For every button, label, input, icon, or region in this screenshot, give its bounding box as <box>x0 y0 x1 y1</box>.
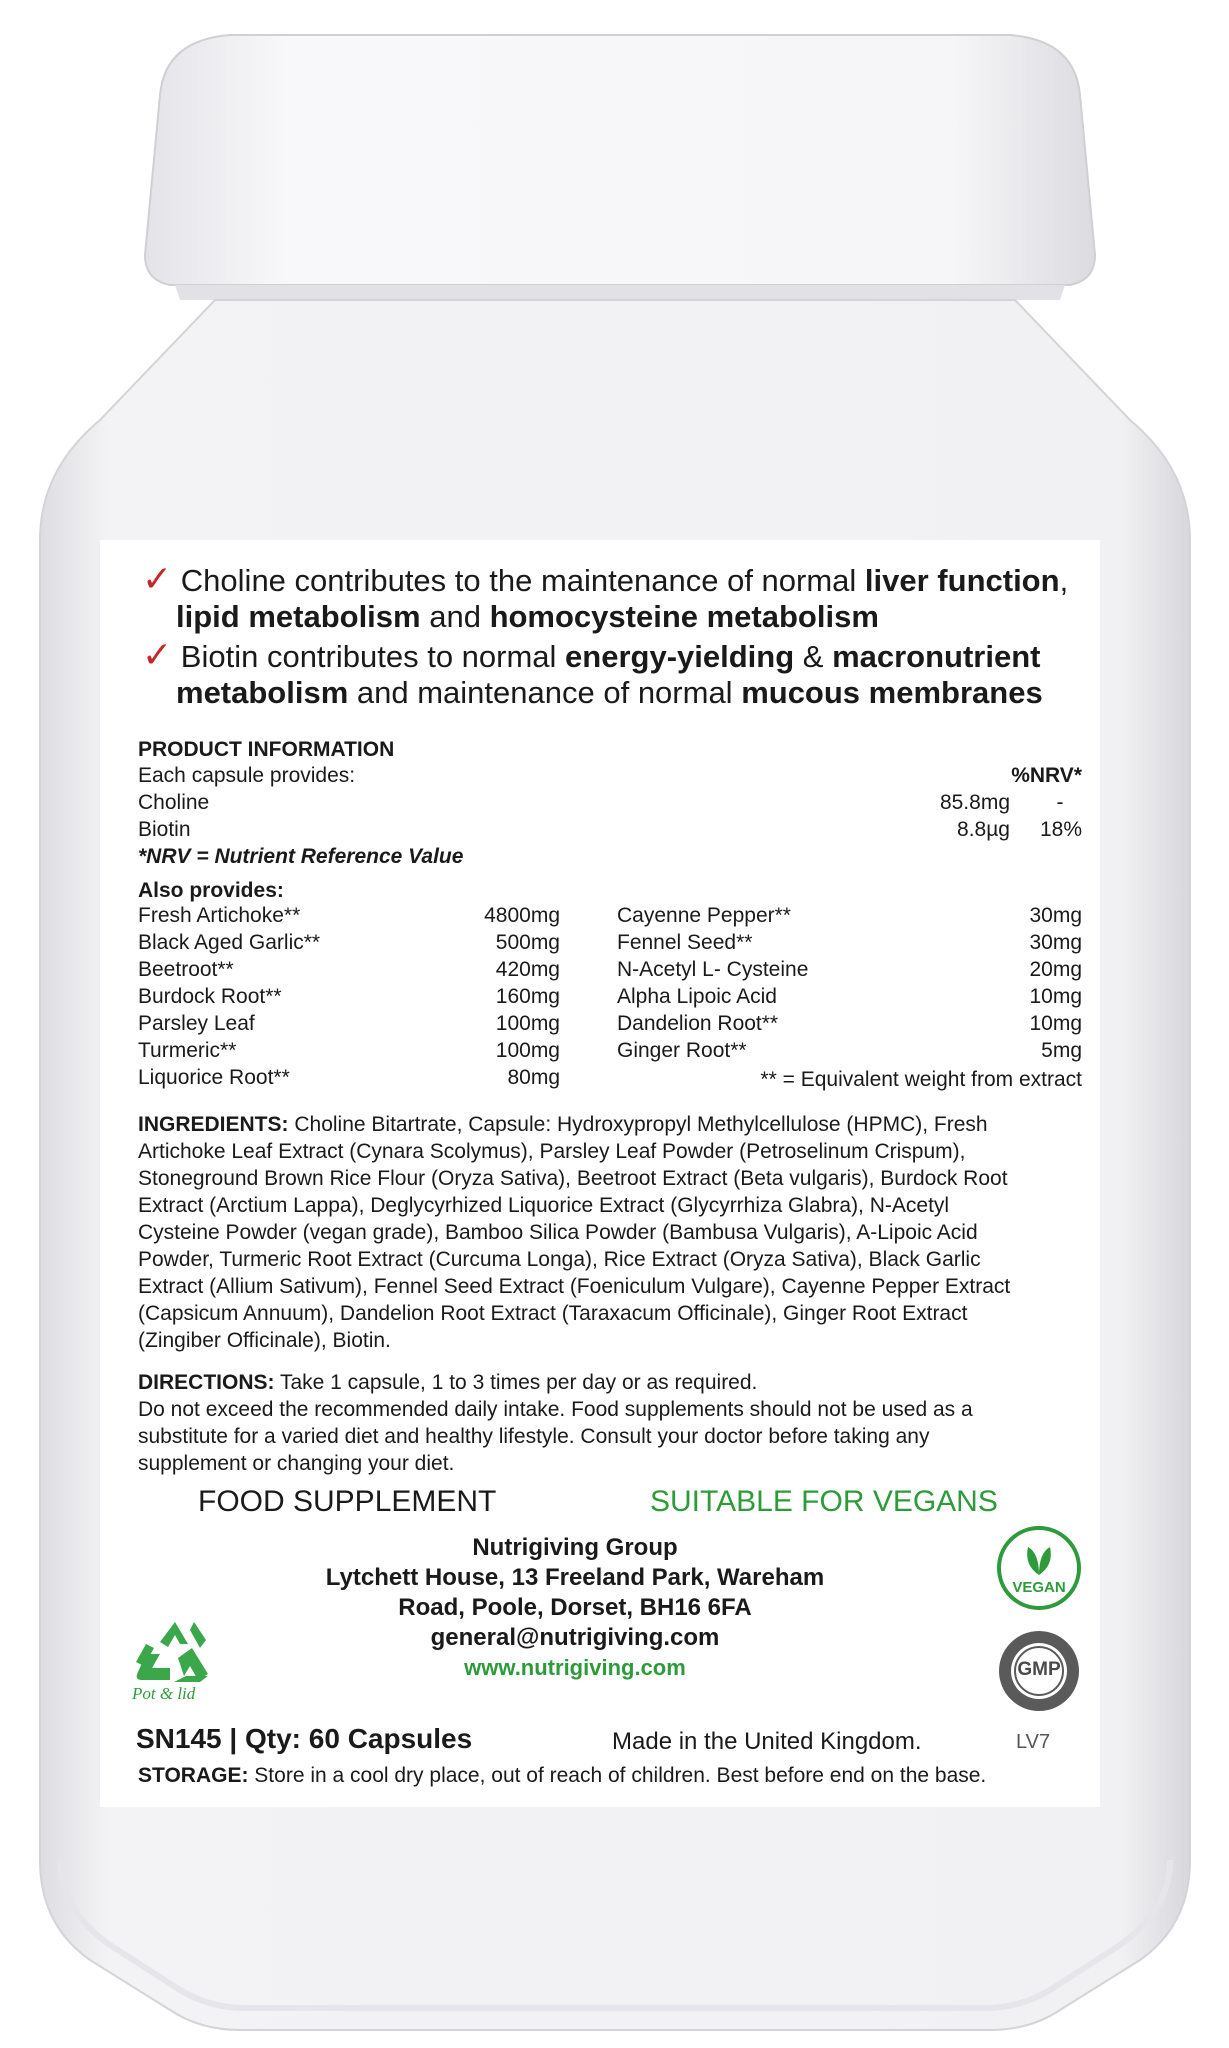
extract-footnote: ** = Equivalent weight from extract <box>760 1068 1082 1091</box>
directions-line: supplement or changing your diet. <box>138 1452 455 1475</box>
also-provides-amount: 4800mg <box>484 904 560 927</box>
also-provides-name: Parsley Leaf <box>138 1012 255 1035</box>
company-email[interactable]: general@nutrigiving.com <box>430 1624 720 1651</box>
also-provides-name: Cayenne Pepper** <box>617 904 791 927</box>
ingredients-line: Powder, Turmeric Root Extract (Curcuma Longa), Rice Extract (Oryza Sativa), Black Garlic <box>138 1248 981 1271</box>
also-provides-name: Fresh Artichoke** <box>138 904 301 927</box>
nutrient-name: Choline <box>138 791 210 814</box>
claim-2-line-2: metabolism and maintenance of normal mucous membranes <box>176 675 1043 710</box>
suitable-for-vegans-label: SUITABLE FOR VEGANS <box>650 1485 998 1518</box>
ingredients-line: (Zingiber Officinale), Biotin. <box>138 1329 391 1352</box>
recycle-badge <box>130 1618 220 1708</box>
made-in-label: Made in the United Kingdom. <box>612 1728 922 1755</box>
gmp-badge <box>996 1628 1082 1714</box>
also-provides-amount: 100mg <box>495 1012 560 1035</box>
also-provides-name: Ginger Root** <box>617 1039 747 1062</box>
storage-line: STORAGE: Store in a cool dry place, out of reach of children. Best before end on the base. <box>138 1764 987 1787</box>
vegan-badge <box>996 1525 1082 1611</box>
also-provides-heading: Also provides: <box>138 879 284 902</box>
ingredients-line: Artichoke Leaf Extract (Cynara Scolymus), Parsley Leaf Powder (Petroselinum Crispum), <box>138 1140 966 1163</box>
also-provides-amount: 80mg <box>507 1066 560 1089</box>
nrv-header: %NRV* <box>1011 764 1082 787</box>
also-provides-name: Alpha Lipoic Acid <box>617 985 777 1008</box>
directions-text: Take 1 capsule, 1 to 3 times per day or as required. <box>274 1371 758 1394</box>
ingredients-line <box>138 1111 988 1138</box>
each-capsule-label: Each capsule provides: <box>138 764 356 787</box>
also-provides-amount: 420mg <box>495 958 560 981</box>
product-info-heading: PRODUCT INFORMATION <box>138 738 395 761</box>
food-supplement-label: FOOD SUPPLEMENT <box>198 1485 497 1518</box>
ingredients-label: INGREDIENTS: <box>138 1113 289 1136</box>
nutrient-amount: 85.8mg <box>939 791 1010 814</box>
also-provides-name: Turmeric** <box>138 1039 237 1062</box>
also-provides-amount: 10mg <box>1029 1012 1082 1035</box>
also-provides-name: N-Acetyl L- Cysteine <box>617 958 809 981</box>
recycle-caption: Pot & lid <box>132 1684 196 1703</box>
nutrient-amount: 8.8µg <box>957 818 1010 841</box>
directions-label: DIRECTIONS: <box>138 1371 275 1394</box>
version-code: LV7 <box>1016 1731 1051 1753</box>
also-provides-name: Fennel Seed** <box>617 931 753 954</box>
ingredients-line: Extract (Allium Sativum), Fennel Seed Extract (Foeniculum Vulgare), Cayenne Pepper Extract <box>138 1275 1011 1298</box>
recycle-icon <box>130 1618 220 1688</box>
also-provides-amount: 10mg <box>1029 985 1082 1008</box>
also-provides-amount: 5mg <box>1041 1039 1082 1062</box>
product-label <box>100 540 1100 1807</box>
sku-quantity: SN145 | Qty: 60 Capsules <box>136 1723 473 1754</box>
company-address-line-1: Lytchett House, 13 Freeland Park, Wareham <box>325 1564 825 1591</box>
also-provides-amount: 160mg <box>495 985 560 1008</box>
ingredients-line: Extract (Arctium Lappa), Deglycyrhized Liquorice Extract (Glycyrrhiza Glabra), N-Acetyl <box>138 1194 950 1217</box>
claim-1-line-2: lipid metabolism and homocysteine metabolism <box>176 599 879 634</box>
company-website[interactable]: www.nutrigiving.com <box>464 1655 686 1680</box>
ingredients-line: Cysteine Powder (vegan grade), Bamboo Silica Powder (Bambusa Vulgaris), A-Lipoic Acid <box>138 1221 978 1244</box>
also-provides-amount: 100mg <box>495 1039 560 1062</box>
nutrient-nrv: 18% <box>1039 818 1082 841</box>
claim-1: ✓ Choline contributes to the maintenance of normal liver function, <box>142 558 1069 599</box>
claim-2: ✓ Biotin contributes to normal energy-yielding & macronutrient <box>142 634 1041 675</box>
check-icon: ✓ <box>142 634 173 675</box>
directions-line: substitute for a varied diet and healthy lifestyle. Consult your doctor before taking any <box>138 1425 930 1448</box>
also-provides-name: Dandelion Root** <box>617 1012 779 1035</box>
also-provides-name: Liquorice Root** <box>138 1066 290 1089</box>
ingredients-text: Choline Bitartrate, Capsule: Hydroxypropyl Methylcellulose (HPMC), Fresh <box>288 1113 988 1136</box>
nutrient-nrv: - <box>1056 791 1064 814</box>
ingredients-line: (Capsicum Annuum), Dandelion Root Extract (Taraxacum Officinale), Ginger Root Extract <box>138 1302 968 1325</box>
ingredients-line: Stoneground Brown Rice Flour (Oryza Sativa), Beetroot Extract (Beta vulgaris), Burdock Root <box>138 1167 1008 1190</box>
also-provides-amount: 30mg <box>1029 904 1082 927</box>
also-provides-amount: 20mg <box>1029 958 1082 981</box>
also-provides-name: Burdock Root** <box>138 985 282 1008</box>
directions-line <box>138 1369 757 1396</box>
company-name: Nutrigiving Group <box>472 1534 678 1561</box>
also-provides-name: Beetroot** <box>138 958 234 981</box>
also-provides-amount: 30mg <box>1029 931 1082 954</box>
bottle-lid <box>145 35 1095 285</box>
also-provides-name: Black Aged Garlic** <box>138 931 321 954</box>
check-icon: ✓ <box>142 558 173 599</box>
gmp-badge-text: GMP <box>1017 1659 1061 1680</box>
directions-line: Do not exceed the recommended daily intake. Food supplements should not be used as a <box>138 1398 973 1421</box>
nutrient-name: Biotin <box>138 818 191 841</box>
nrv-note: *NRV = Nutrient Reference Value <box>138 845 464 868</box>
company-address-line-2: Road, Poole, Dorset, BH16 6FA <box>398 1594 752 1621</box>
vegan-badge-text: VEGAN <box>1012 1579 1066 1596</box>
also-provides-amount: 500mg <box>495 931 560 954</box>
